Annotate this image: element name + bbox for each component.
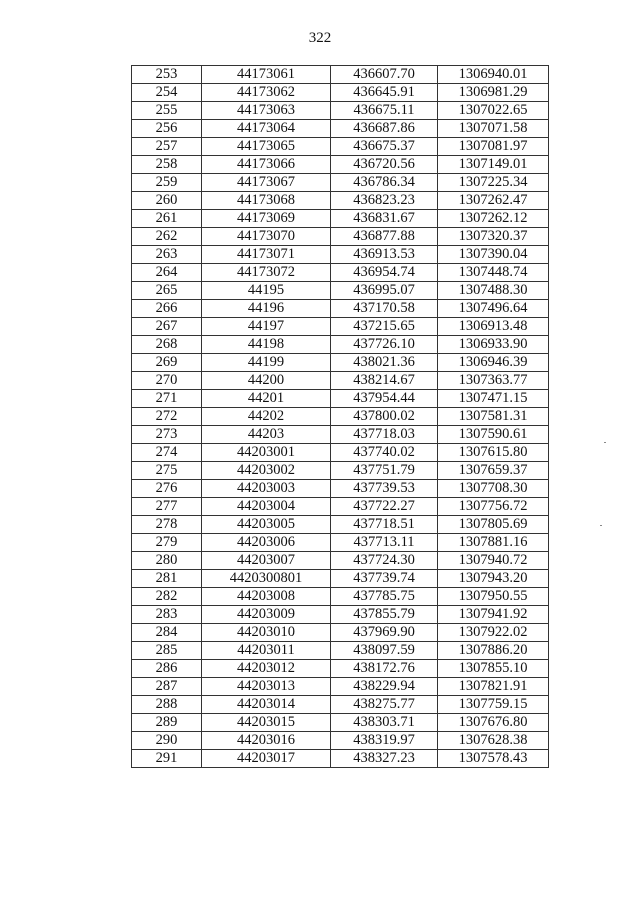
row-index-cell: 284	[132, 624, 202, 642]
table-row	[132, 498, 549, 516]
table-row	[132, 66, 549, 84]
row-index-cell: 258	[132, 156, 202, 174]
row-index-cell: 254	[132, 84, 202, 102]
x-coordinate-cell: 437969.90	[331, 624, 438, 642]
table-row	[132, 480, 549, 498]
row-index-cell: 271	[132, 390, 202, 408]
table-row	[132, 624, 549, 642]
x-coordinate-cell: 436786.34	[331, 174, 438, 192]
y-coordinate-cell: 1307390.04	[438, 246, 549, 264]
y-coordinate-cell: 1307448.74	[438, 264, 549, 282]
y-coordinate-cell: 1306940.01	[438, 66, 549, 84]
table-row	[132, 282, 549, 300]
row-index-cell: 253	[132, 66, 202, 84]
table-row	[132, 714, 549, 732]
row-index-cell: 270	[132, 372, 202, 390]
table-row	[132, 84, 549, 102]
y-coordinate-cell: 1307821.91	[438, 678, 549, 696]
x-coordinate-cell: 436675.37	[331, 138, 438, 156]
y-coordinate-cell: 1307578.43	[438, 750, 549, 768]
row-index-cell: 261	[132, 210, 202, 228]
row-index-cell: 287	[132, 678, 202, 696]
y-coordinate-cell: 1307628.38	[438, 732, 549, 750]
row-index-cell: 273	[132, 426, 202, 444]
point-id-cell: 44173067	[202, 174, 331, 192]
point-id-cell: 44203016	[202, 732, 331, 750]
point-id-cell: 44203006	[202, 534, 331, 552]
y-coordinate-cell: 1307922.02	[438, 624, 549, 642]
y-coordinate-cell: 1307262.12	[438, 210, 549, 228]
table-row	[132, 336, 549, 354]
point-id-cell: 44173072	[202, 264, 331, 282]
row-index-cell: 283	[132, 606, 202, 624]
row-index-cell: 255	[132, 102, 202, 120]
table-row	[132, 372, 549, 390]
point-id-cell: 44173064	[202, 120, 331, 138]
table-row	[132, 606, 549, 624]
x-coordinate-cell: 437739.53	[331, 480, 438, 498]
row-index-cell: 269	[132, 354, 202, 372]
y-coordinate-cell: 1307581.31	[438, 408, 549, 426]
table-row	[132, 552, 549, 570]
y-coordinate-cell: 1307225.34	[438, 174, 549, 192]
y-coordinate-cell: 1307081.97	[438, 138, 549, 156]
y-coordinate-cell: 1307950.55	[438, 588, 549, 606]
row-index-cell: 266	[132, 300, 202, 318]
row-index-cell: 279	[132, 534, 202, 552]
point-id-cell: 44198	[202, 336, 331, 354]
point-id-cell: 44173069	[202, 210, 331, 228]
x-coordinate-cell: 436877.88	[331, 228, 438, 246]
x-coordinate-cell: 438275.77	[331, 696, 438, 714]
x-coordinate-cell: 436607.70	[331, 66, 438, 84]
y-coordinate-cell: 1307496.64	[438, 300, 549, 318]
x-coordinate-cell: 437726.10	[331, 336, 438, 354]
point-id-cell: 44203015	[202, 714, 331, 732]
y-coordinate-cell: 1307855.10	[438, 660, 549, 678]
x-coordinate-cell: 436675.11	[331, 102, 438, 120]
coordinates-table	[131, 65, 549, 768]
table-row	[132, 732, 549, 750]
x-coordinate-cell: 437724.30	[331, 552, 438, 570]
x-coordinate-cell: 438097.59	[331, 642, 438, 660]
point-id-cell: 4420300801	[202, 570, 331, 588]
row-index-cell: 281	[132, 570, 202, 588]
row-index-cell: 285	[132, 642, 202, 660]
row-index-cell: 272	[132, 408, 202, 426]
point-id-cell: 44203009	[202, 606, 331, 624]
x-coordinate-cell: 437739.74	[331, 570, 438, 588]
stray-mark	[604, 442, 606, 443]
x-coordinate-cell: 437215.65	[331, 318, 438, 336]
point-id-cell: 44201	[202, 390, 331, 408]
table-row	[132, 174, 549, 192]
table-row	[132, 516, 549, 534]
table-row	[132, 750, 549, 768]
row-index-cell: 268	[132, 336, 202, 354]
y-coordinate-cell: 1306933.90	[438, 336, 549, 354]
point-id-cell: 44203002	[202, 462, 331, 480]
point-id-cell: 44203007	[202, 552, 331, 570]
table-row	[132, 120, 549, 138]
row-index-cell: 260	[132, 192, 202, 210]
table-row	[132, 228, 549, 246]
x-coordinate-cell: 437718.03	[331, 426, 438, 444]
point-id-cell: 44203005	[202, 516, 331, 534]
y-coordinate-cell: 1307943.20	[438, 570, 549, 588]
y-coordinate-cell: 1307941.92	[438, 606, 549, 624]
y-coordinate-cell: 1307659.37	[438, 462, 549, 480]
y-coordinate-cell: 1307676.80	[438, 714, 549, 732]
table-row	[132, 138, 549, 156]
row-index-cell: 291	[132, 750, 202, 768]
table-row	[132, 642, 549, 660]
point-id-cell: 44173068	[202, 192, 331, 210]
point-id-cell: 44203010	[202, 624, 331, 642]
y-coordinate-cell: 1307320.37	[438, 228, 549, 246]
table-row	[132, 246, 549, 264]
row-index-cell: 256	[132, 120, 202, 138]
x-coordinate-cell: 436913.53	[331, 246, 438, 264]
x-coordinate-cell: 437800.02	[331, 408, 438, 426]
point-id-cell: 44203017	[202, 750, 331, 768]
point-id-cell: 44203013	[202, 678, 331, 696]
point-id-cell: 44202	[202, 408, 331, 426]
table-row	[132, 462, 549, 480]
row-index-cell: 274	[132, 444, 202, 462]
x-coordinate-cell: 438214.67	[331, 372, 438, 390]
coordinates-table-body	[132, 66, 549, 768]
y-coordinate-cell: 1307756.72	[438, 498, 549, 516]
point-id-cell: 44196	[202, 300, 331, 318]
table-row	[132, 264, 549, 282]
table-row	[132, 444, 549, 462]
y-coordinate-cell: 1307149.01	[438, 156, 549, 174]
x-coordinate-cell: 436645.91	[331, 84, 438, 102]
y-coordinate-cell: 1306946.39	[438, 354, 549, 372]
y-coordinate-cell: 1307615.80	[438, 444, 549, 462]
point-id-cell: 44173062	[202, 84, 331, 102]
table-row	[132, 588, 549, 606]
point-id-cell: 44199	[202, 354, 331, 372]
table-row	[132, 678, 549, 696]
x-coordinate-cell: 438021.36	[331, 354, 438, 372]
x-coordinate-cell: 436954.74	[331, 264, 438, 282]
y-coordinate-cell: 1307071.58	[438, 120, 549, 138]
y-coordinate-cell: 1307471.15	[438, 390, 549, 408]
row-index-cell: 262	[132, 228, 202, 246]
point-id-cell: 44195	[202, 282, 331, 300]
y-coordinate-cell: 1307886.20	[438, 642, 549, 660]
row-index-cell: 282	[132, 588, 202, 606]
y-coordinate-cell: 1307590.61	[438, 426, 549, 444]
x-coordinate-cell: 437718.51	[331, 516, 438, 534]
point-id-cell: 44203014	[202, 696, 331, 714]
point-id-cell: 44173071	[202, 246, 331, 264]
x-coordinate-cell: 438172.76	[331, 660, 438, 678]
x-coordinate-cell: 438327.23	[331, 750, 438, 768]
x-coordinate-cell: 437170.58	[331, 300, 438, 318]
x-coordinate-cell: 437954.44	[331, 390, 438, 408]
y-coordinate-cell: 1307759.15	[438, 696, 549, 714]
point-id-cell: 44203004	[202, 498, 331, 516]
point-id-cell: 44203008	[202, 588, 331, 606]
point-id-cell: 44203003	[202, 480, 331, 498]
y-coordinate-cell: 1307708.30	[438, 480, 549, 498]
page-number: 322	[308, 30, 332, 46]
table-row	[132, 534, 549, 552]
x-coordinate-cell: 436831.67	[331, 210, 438, 228]
row-index-cell: 264	[132, 264, 202, 282]
row-index-cell: 289	[132, 714, 202, 732]
x-coordinate-cell: 437785.75	[331, 588, 438, 606]
x-coordinate-cell: 436823.23	[331, 192, 438, 210]
x-coordinate-cell: 438229.94	[331, 678, 438, 696]
point-id-cell: 44173065	[202, 138, 331, 156]
table-row	[132, 660, 549, 678]
y-coordinate-cell: 1307488.30	[438, 282, 549, 300]
row-index-cell: 290	[132, 732, 202, 750]
y-coordinate-cell: 1306981.29	[438, 84, 549, 102]
x-coordinate-cell: 438303.71	[331, 714, 438, 732]
y-coordinate-cell: 1307262.47	[438, 192, 549, 210]
table-row	[132, 354, 549, 372]
y-coordinate-cell: 1307940.72	[438, 552, 549, 570]
x-coordinate-cell: 437722.27	[331, 498, 438, 516]
table-row	[132, 300, 549, 318]
point-id-cell: 44203011	[202, 642, 331, 660]
row-index-cell: 275	[132, 462, 202, 480]
row-index-cell: 277	[132, 498, 202, 516]
row-index-cell: 267	[132, 318, 202, 336]
point-id-cell: 44173063	[202, 102, 331, 120]
y-coordinate-cell: 1307363.77	[438, 372, 549, 390]
row-index-cell: 257	[132, 138, 202, 156]
point-id-cell: 44203001	[202, 444, 331, 462]
row-index-cell: 288	[132, 696, 202, 714]
point-id-cell: 44173070	[202, 228, 331, 246]
table-row	[132, 192, 549, 210]
table-row	[132, 156, 549, 174]
table-row	[132, 426, 549, 444]
row-index-cell: 280	[132, 552, 202, 570]
y-coordinate-cell: 1306913.48	[438, 318, 549, 336]
row-index-cell: 278	[132, 516, 202, 534]
x-coordinate-cell: 437740.02	[331, 444, 438, 462]
x-coordinate-cell: 436720.56	[331, 156, 438, 174]
table-row	[132, 210, 549, 228]
table-row	[132, 390, 549, 408]
y-coordinate-cell: 1307805.69	[438, 516, 549, 534]
point-id-cell: 44173061	[202, 66, 331, 84]
x-coordinate-cell: 437855.79	[331, 606, 438, 624]
x-coordinate-cell: 438319.97	[331, 732, 438, 750]
point-id-cell: 44173066	[202, 156, 331, 174]
point-id-cell: 44197	[202, 318, 331, 336]
point-id-cell: 44203	[202, 426, 331, 444]
table-row	[132, 102, 549, 120]
row-index-cell: 265	[132, 282, 202, 300]
table-row	[132, 696, 549, 714]
row-index-cell: 286	[132, 660, 202, 678]
table-row	[132, 318, 549, 336]
table-row	[132, 408, 549, 426]
row-index-cell: 276	[132, 480, 202, 498]
x-coordinate-cell: 437713.11	[331, 534, 438, 552]
point-id-cell: 44200	[202, 372, 331, 390]
stray-mark	[600, 525, 602, 526]
table-row	[132, 570, 549, 588]
row-index-cell: 259	[132, 174, 202, 192]
point-id-cell: 44203012	[202, 660, 331, 678]
x-coordinate-cell: 436687.86	[331, 120, 438, 138]
row-index-cell: 263	[132, 246, 202, 264]
y-coordinate-cell: 1307022.65	[438, 102, 549, 120]
y-coordinate-cell: 1307881.16	[438, 534, 549, 552]
x-coordinate-cell: 436995.07	[331, 282, 438, 300]
x-coordinate-cell: 437751.79	[331, 462, 438, 480]
